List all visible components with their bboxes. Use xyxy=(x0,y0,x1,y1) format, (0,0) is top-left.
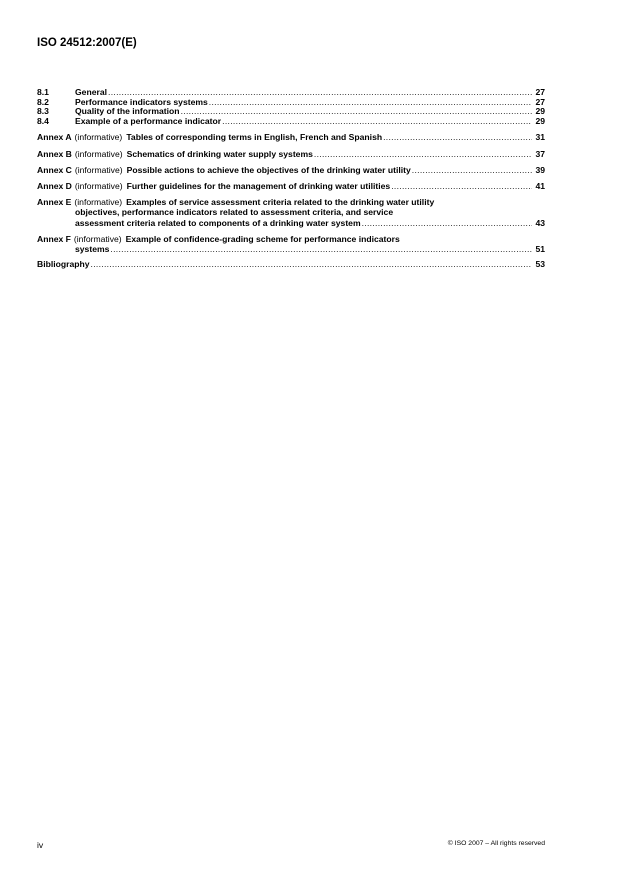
toc-annex-f[interactable] xyxy=(37,234,545,254)
annex-label: Annex F xyxy=(37,233,71,244)
annex-title: Possible actions to achieve the objectives of the drinking water utility xyxy=(126,164,411,175)
annex-info: (informative) xyxy=(74,197,123,208)
page-number: 39 xyxy=(535,164,545,175)
document-header: ISO 24512:2007(E) xyxy=(37,37,137,49)
section-number: 8.3 xyxy=(37,106,49,117)
dot-leader xyxy=(314,149,532,159)
annex-info: (informative) xyxy=(74,180,123,191)
toc-annex-a[interactable] xyxy=(37,132,545,142)
annex-label: Annex B xyxy=(37,148,72,159)
annex-label: Annex A xyxy=(37,132,72,143)
annex-title-line-2: objectives, performance indicators related to assessment criteria, and service xyxy=(75,207,394,218)
dot-leader xyxy=(110,244,532,254)
page-number: 29 xyxy=(535,115,545,126)
section-title: Quality of the information xyxy=(75,106,180,117)
annex-title-line-1: Example of confidence-grading scheme for performance indicators xyxy=(125,233,400,244)
annex-info: (informative) xyxy=(74,148,123,159)
annex-title-line-3: assessment criteria related to components of a drinking water system xyxy=(75,217,361,228)
page-number: 37 xyxy=(535,148,545,159)
page-number: 43 xyxy=(535,217,545,228)
annex-label: Annex C xyxy=(37,164,72,175)
page-number: 29 xyxy=(535,106,545,117)
toc-annex-d[interactable] xyxy=(37,181,545,191)
page-number: 27 xyxy=(535,87,545,97)
table-of-contents xyxy=(37,88,545,270)
toc-bibliography[interactable] xyxy=(37,260,545,270)
page-number: 31 xyxy=(535,132,545,143)
section-title: Performance indicators systems xyxy=(75,96,208,107)
page-number: 51 xyxy=(535,244,545,254)
annex-info: (informative) xyxy=(74,132,123,143)
annex-title-line-1: Examples of service assessment criteria related to the drinking water utility xyxy=(126,197,435,208)
dot-leader xyxy=(222,117,532,127)
dot-leader xyxy=(181,107,532,117)
dot-leader xyxy=(391,181,532,191)
footer-page-number: iv xyxy=(37,840,44,850)
section-title: General xyxy=(75,87,108,97)
section-number: 8.1 xyxy=(37,87,49,97)
page-number: 53 xyxy=(535,259,545,270)
annex-title: Tables of corresponding terms in English, French and Spanish xyxy=(126,132,383,143)
annex-label: Annex E xyxy=(37,197,72,208)
annex-title-line-2: systems xyxy=(75,244,110,254)
annex-title: Further guidelines for the management of drinking water utilities xyxy=(126,180,391,191)
annex-info: (informative) xyxy=(74,164,123,175)
annex-info: (informative) xyxy=(73,233,122,244)
dot-leader xyxy=(362,218,532,228)
toc-annex-b[interactable] xyxy=(37,149,545,159)
annex-label: Annex D xyxy=(37,180,72,191)
toc-section-8-4[interactable] xyxy=(37,117,545,127)
section-number: 8.4 xyxy=(37,115,49,126)
toc-annex-c[interactable] xyxy=(37,165,545,175)
dot-leader xyxy=(209,98,532,108)
annex-title: Schematics of drinking water supply systems xyxy=(126,148,313,159)
bibliography-title: Bibliography xyxy=(37,259,90,270)
footer-copyright: © ISO 2007 – All rights reserved xyxy=(447,840,545,847)
page-number: 27 xyxy=(535,96,545,107)
section-number: 8.2 xyxy=(37,96,49,107)
page-number: 41 xyxy=(535,180,545,191)
dot-leader xyxy=(383,132,532,142)
dot-leader xyxy=(91,260,532,270)
dot-leader xyxy=(412,165,532,175)
toc-annex-e[interactable] xyxy=(37,197,545,228)
section-title: Example of a performance indicator xyxy=(75,115,222,126)
